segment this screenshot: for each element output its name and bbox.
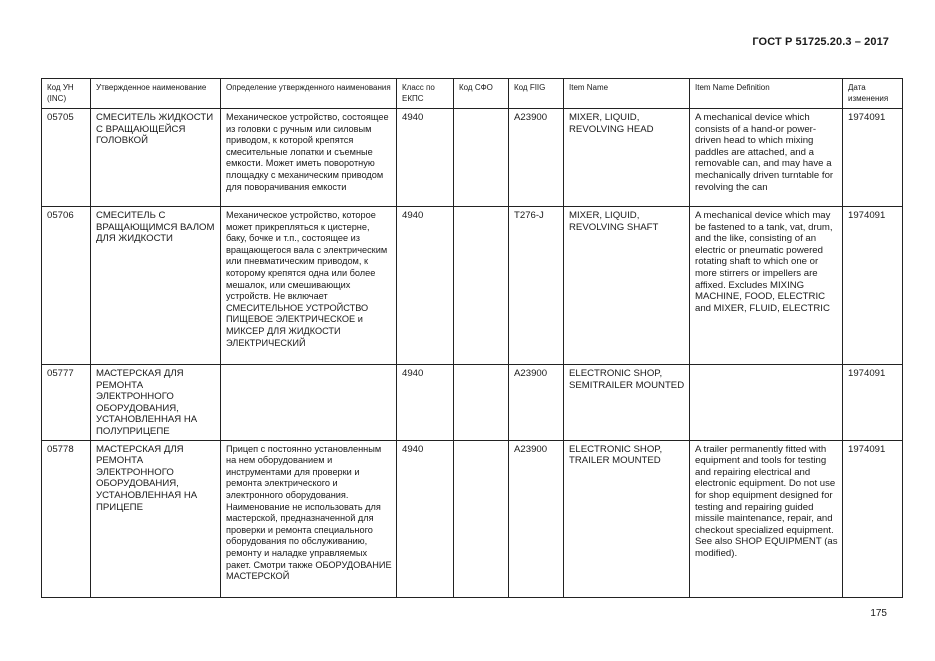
col-header-change-date: Дата изменения (843, 79, 903, 109)
cell-ekps-class: 4940 (397, 207, 454, 365)
cell-sfo-code (454, 207, 509, 365)
cell-definition: Механическое устройство, состоящее из головки с ручным или силовым приводом, к которой крепятся смесительные лопатки и съемные емкости. Может иметь поворотную площадку с механическим приводом для поворачивания емкости (221, 109, 397, 207)
col-header-sfo-code: Код СФО (454, 79, 509, 109)
cell-code: 05777 (42, 365, 91, 441)
table-header-row (42, 79, 903, 109)
col-header-ekps-class: Класс по ЕКПС (397, 79, 454, 109)
cell-ekps-class: 4940 (397, 109, 454, 207)
table-row (42, 365, 903, 441)
cell-ekps-class: 4940 (397, 365, 454, 441)
cell-approved-name: СМЕСИТЕЛЬ С ВРАЩАЮЩИМСЯ ВАЛОМ ДЛЯ ЖИДКОСТИ (91, 207, 221, 365)
cell-item-name: ELECTRONIC SHOP, TRAILER MOUNTED (564, 440, 690, 597)
document-header: ГОСТ Р 51725.20.3 – 2017 (752, 36, 889, 48)
col-header-item-name-definition: Item Name Definition (690, 79, 843, 109)
cell-approved-name: СМЕСИТЕЛЬ ЖИДКОСТИ С ВРАЩАЮЩЕЙСЯ ГОЛОВКОЙ (91, 109, 221, 207)
table-row (42, 440, 903, 597)
catalog-table (41, 78, 903, 598)
table-row (42, 207, 903, 365)
col-header-fiig-code: Код FIIG (509, 79, 564, 109)
col-header-item-name: Item Name (564, 79, 690, 109)
cell-sfo-code (454, 440, 509, 597)
cell-change-date: 1974091 (843, 109, 903, 207)
cell-fiig-code: A23900 (509, 440, 564, 597)
cell-change-date: 1974091 (843, 207, 903, 365)
cell-item-name-definition: A trailer permanently fitted with equipment and tools for testing and repairing electrical and electronic equipment. Do not use for shop equipment designed for testing and repairing guided missile maintenance, repair, and checkout specialized equipment. See also SHOP EQUIPMENT (as modified). (690, 440, 843, 597)
cell-approved-name: МАСТЕРСКАЯ ДЛЯ РЕМОНТА ЭЛЕКТРОННОГО ОБОРУДОВАНИЯ, УСТАНОВЛЕННАЯ НА ПОЛУПРИЦЕПЕ (91, 365, 221, 441)
cell-definition (221, 365, 397, 441)
cell-change-date: 1974091 (843, 440, 903, 597)
cell-code: 05778 (42, 440, 91, 597)
cell-definition: Механическое устройство, которое может прикрепляться к цистерне, баку, бочке и т.п., состоящее из вращающегося вала с электрическим или пневматическим приводом, к которому крепятся одна или более мешалок, или смешивающих устройств. Не включает СМЕСИТЕЛЬНОЕ УСТРОЙСТВО ПИЩЕВОЕ ЭЛЕКТРИЧЕСКОЕ и МИКСЕР ДЛЯ ЖИДКОСТИ ЭЛЕКТРИЧЕСКИЙ (221, 207, 397, 365)
cell-sfo-code (454, 365, 509, 441)
cell-change-date: 1974091 (843, 365, 903, 441)
cell-sfo-code (454, 109, 509, 207)
cell-fiig-code: A23900 (509, 365, 564, 441)
cell-fiig-code: T276-J (509, 207, 564, 365)
cell-code: 05706 (42, 207, 91, 365)
table-row (42, 109, 903, 207)
col-header-approved-name: Утвержденное наименование (91, 79, 221, 109)
page-number: 175 (870, 608, 887, 619)
col-header-definition: Определение утвержденного наименования (221, 79, 397, 109)
cell-ekps-class: 4940 (397, 440, 454, 597)
cell-approved-name: МАСТЕРСКАЯ ДЛЯ РЕМОНТА ЭЛЕКТРОННОГО ОБОРУДОВАНИЯ, УСТАНОВЛЕННАЯ НА ПРИЦЕПЕ (91, 440, 221, 597)
cell-item-name: MIXER, LIQUID, REVOLVING HEAD (564, 109, 690, 207)
cell-fiig-code: A23900 (509, 109, 564, 207)
cell-item-name-definition: A mechanical device which consists of a hand-or power-driven head to which mixing paddles are attached, and a removable can, and may have a mechanically driven turntable for revolving the can (690, 109, 843, 207)
cell-definition: Прицеп с постоянно установленным на нем оборудованием и инструментами для проверки и ремонта электрического и электронного оборудования. Наименование не использовать для мастерской, предназначенной для проверки и ремонта специального оборудования по обслуживанию, ремонту и наладке управляемых ракет. Смотри также ОБОРУДОВАНИЕ МАСТЕРСКОЙ (221, 440, 397, 597)
col-header-inc: Код УН (INC) (42, 79, 91, 109)
cell-code: 05705 (42, 109, 91, 207)
cell-item-name: MIXER, LIQUID, REVOLVING SHAFT (564, 207, 690, 365)
cell-item-name: ELECTRONIC SHOP, SEMITRAILER MOUNTED (564, 365, 690, 441)
cell-item-name-definition (690, 365, 843, 441)
cell-item-name-definition: A mechanical device which may be fastened to a tank, vat, drum, and the like, consisting of an electric or pneumatic powered rotating shaft to which one or more stirrers or impellers are affixed. Excludes MIXING MACHINE, FOOD, ELECTRIC and MIXER, FLUID, ELECTRIC (690, 207, 843, 365)
